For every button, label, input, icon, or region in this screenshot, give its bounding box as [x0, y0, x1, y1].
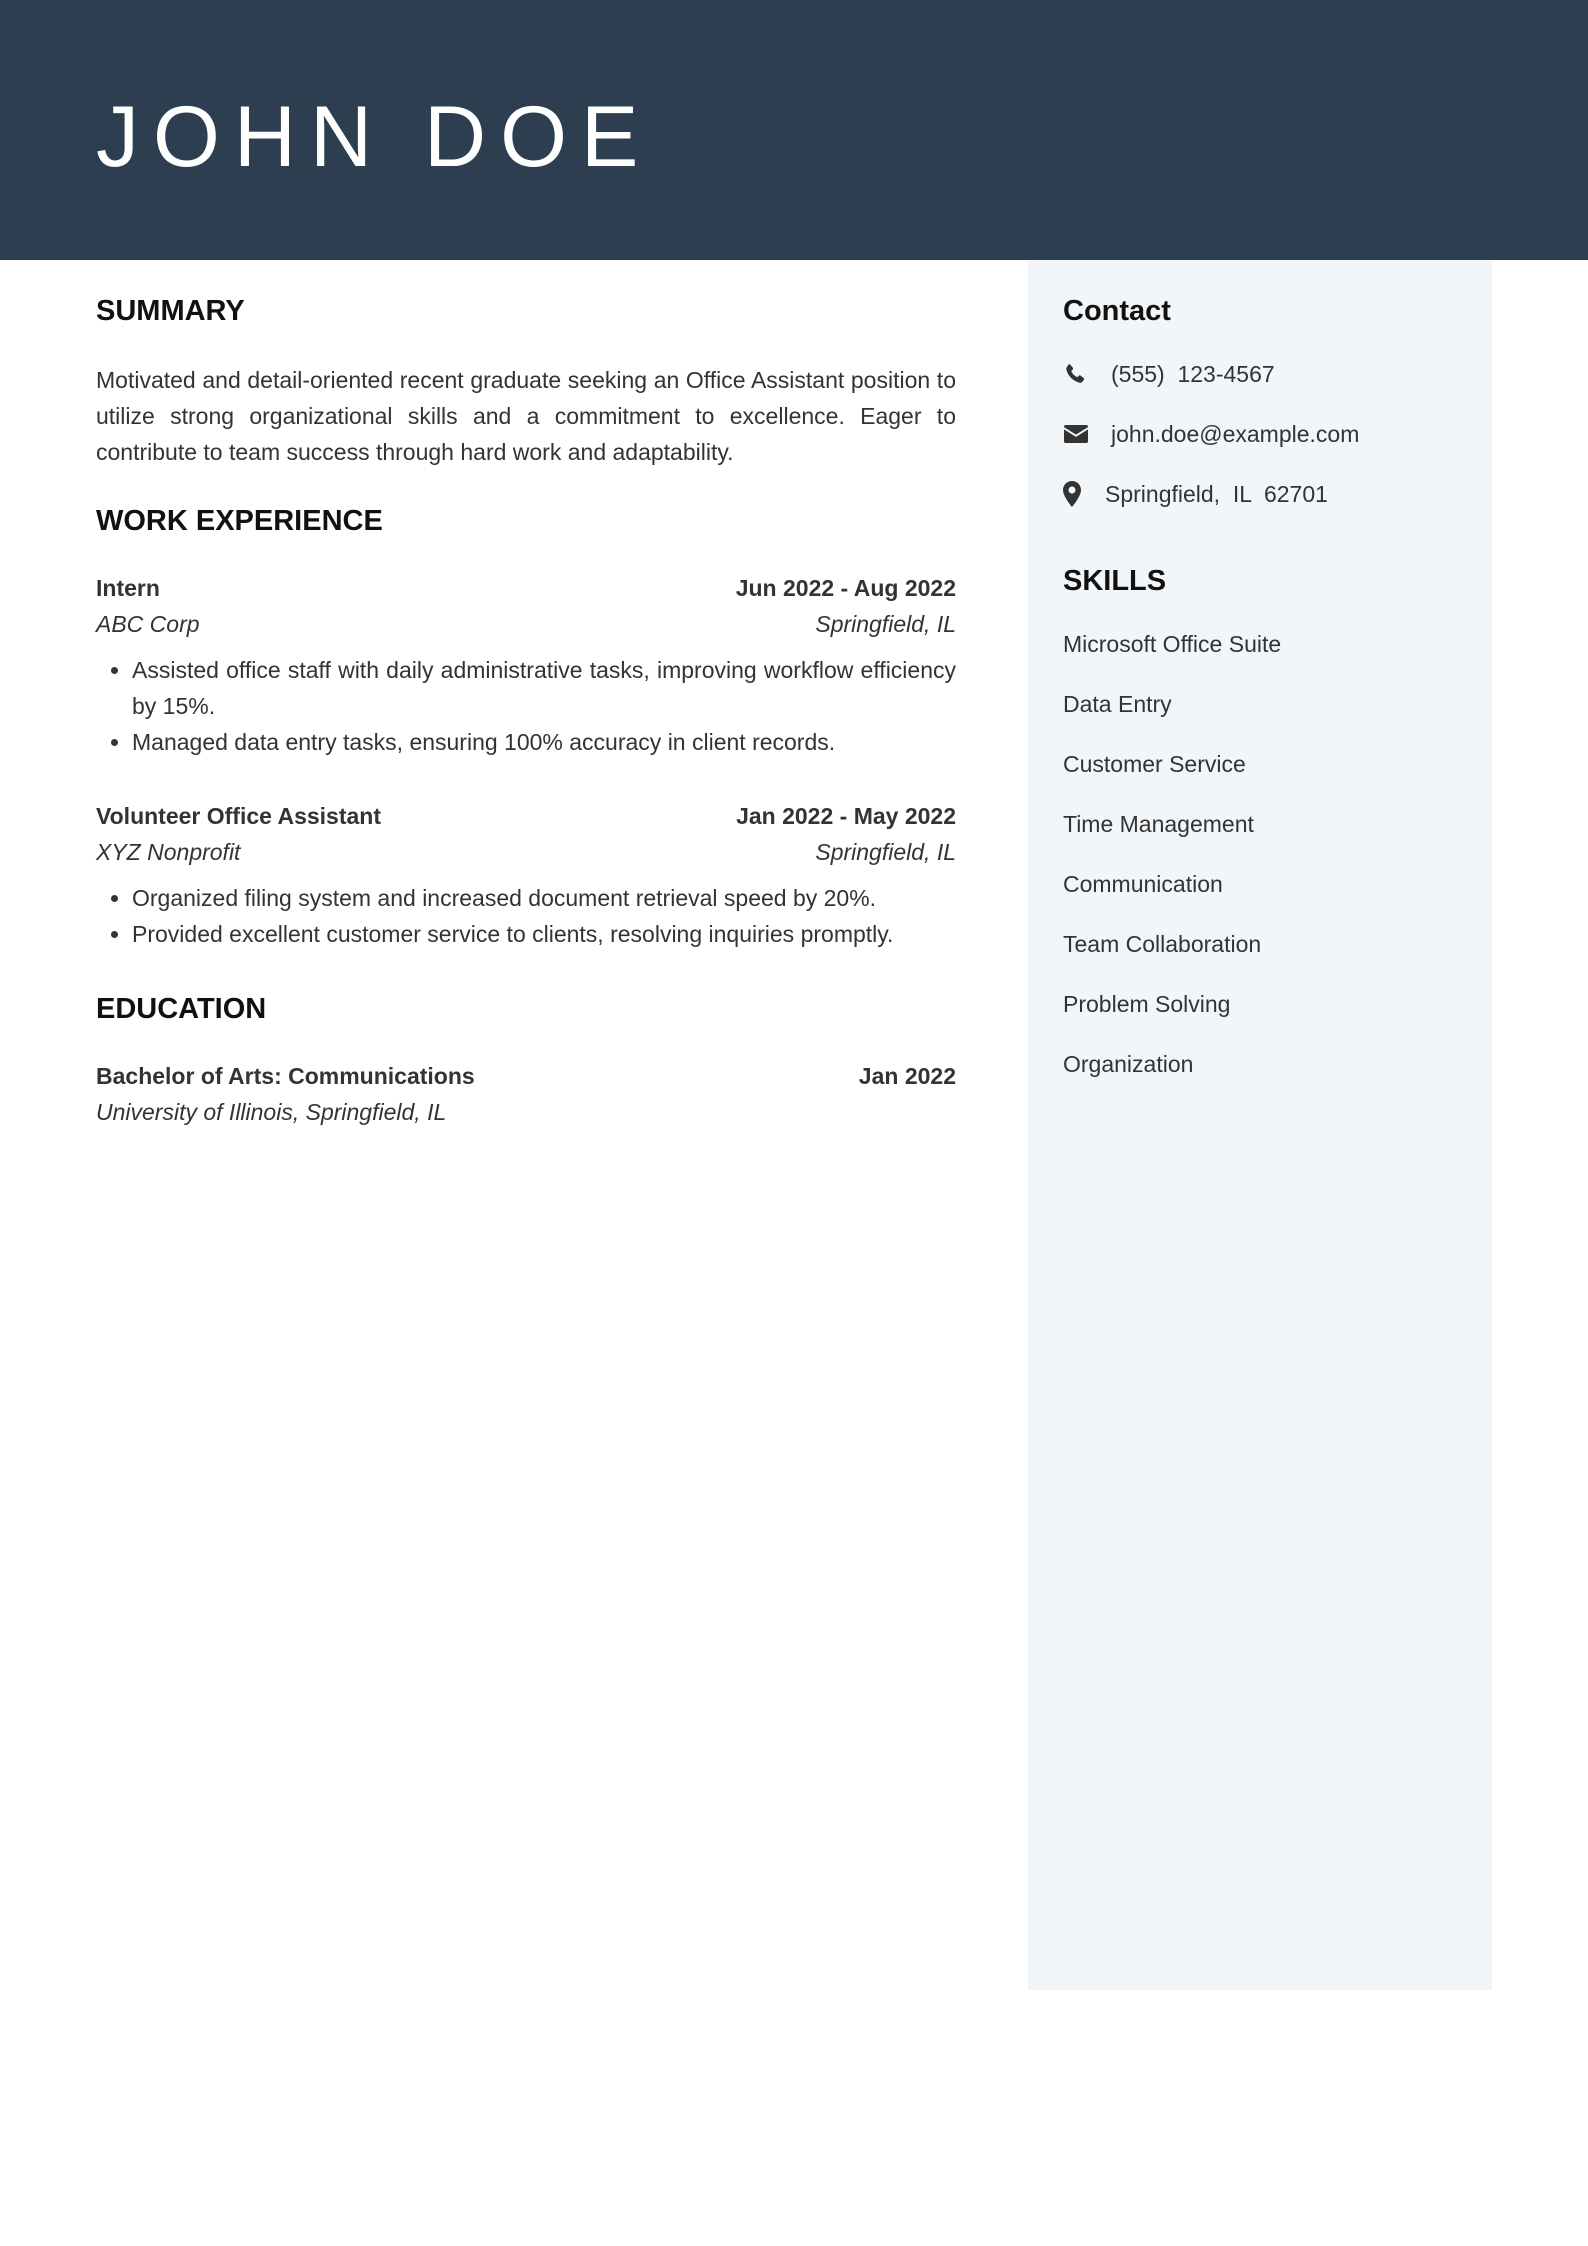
- contact-location: [1063, 476, 1463, 512]
- skill-item: Data Entry: [1063, 691, 1172, 717]
- job-company: XYZ Nonprofit: [96, 839, 241, 865]
- work-experience-heading: WORK EXPERIENCE: [96, 505, 383, 537]
- skill-item: Time Management: [1063, 811, 1254, 837]
- school: University of Illinois, Springfield, IL: [96, 1099, 447, 1125]
- summary-heading: SUMMARY: [96, 295, 245, 327]
- job-company: ABC Corp: [96, 611, 200, 637]
- job-bullet: • Assisted office staff with daily administrative tasks, improving workflow efficiency by 15%.: [132, 652, 956, 724]
- contact-email-text: john.doe@example.com: [1111, 421, 1360, 447]
- contact-phone-text: (555) 123-4567: [1111, 361, 1275, 387]
- contact-email: [1063, 416, 1463, 452]
- skills-heading: SKILLS: [1063, 565, 1167, 597]
- skill-item: Customer Service: [1063, 751, 1246, 777]
- summary-section: [96, 290, 956, 470]
- job-entry: [96, 798, 956, 952]
- main-column: [96, 290, 956, 1130]
- job-location: Springfield, IL: [815, 839, 956, 865]
- job-bullet: • Provided excellent customer service to clients, resolving inquiries promptly.: [132, 916, 956, 952]
- education-entry: [96, 1058, 956, 1130]
- contact-list: [1063, 356, 1463, 512]
- summary-text: Motivated and detail-oriented recent graduate seeking an Office Assistant position to utilize strong organizational skills and a commitment to excellence. Eager to contribute to team success through hard work and adaptability.: [96, 367, 956, 465]
- graduation-date: Jan 2022: [858, 1063, 956, 1089]
- sidebar: [1028, 260, 1492, 1990]
- job-role: Volunteer Office Assistant: [96, 803, 382, 829]
- skill-item: Communication: [1063, 871, 1223, 897]
- job-bullet: • Managed data entry tasks, ensuring 100% accuracy in client records.: [132, 724, 956, 760]
- candidate-name: JOHN DOE: [96, 89, 653, 185]
- education-heading: EDUCATION: [96, 993, 267, 1025]
- work-experience-section: [96, 500, 956, 952]
- job-location: Springfield, IL: [815, 611, 956, 637]
- envelope-icon: [1063, 421, 1089, 447]
- skill-item: Microsoft Office Suite: [1063, 631, 1282, 657]
- header-banner: [0, 0, 1588, 260]
- degree: Bachelor of Arts: Communications: [96, 1063, 475, 1089]
- job-entry: [96, 570, 956, 760]
- skill-item: Problem Solving: [1063, 991, 1231, 1017]
- skill-list: [1063, 626, 1463, 1082]
- job-dates: Jan 2022 - May 2022: [736, 803, 956, 829]
- education-section: [96, 988, 956, 1130]
- job-dates: Jun 2022 - Aug 2022: [735, 575, 956, 601]
- contact-location-text: Springfield, IL 62701: [1105, 481, 1328, 507]
- skill-item: Organization: [1063, 1051, 1194, 1077]
- map-marker-icon: [1063, 481, 1083, 507]
- job-role: Intern: [96, 575, 160, 601]
- skill-item: Team Collaboration: [1063, 931, 1262, 957]
- job-bullet: • Organized filing system and increased document retrieval speed by 20%.: [132, 880, 956, 916]
- contact-heading: Contact: [1063, 295, 1171, 327]
- job-bullets: [96, 652, 956, 760]
- phone-icon: [1063, 361, 1089, 387]
- contact-phone: [1063, 356, 1463, 392]
- job-bullets: [96, 880, 956, 952]
